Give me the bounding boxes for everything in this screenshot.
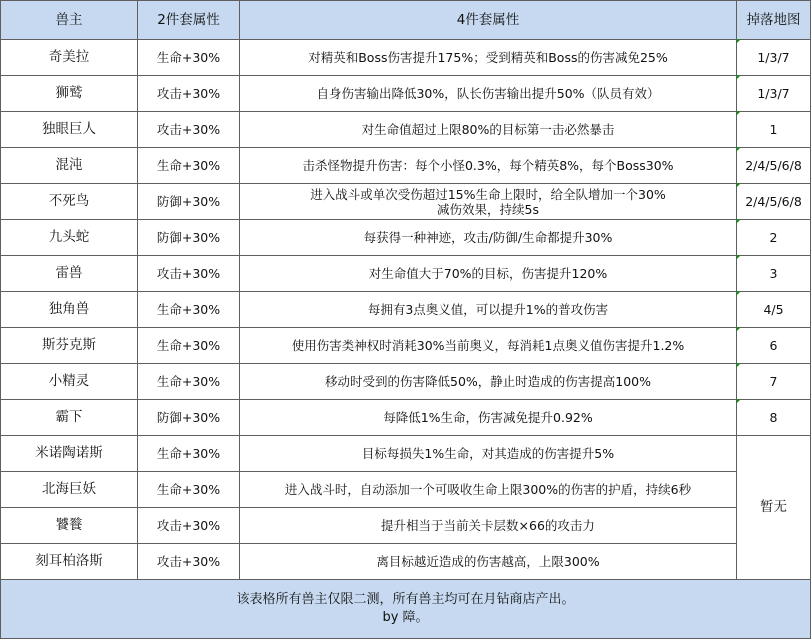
two-piece-bonus: 生命+30% xyxy=(138,364,240,400)
beast-name: 狮鹫 xyxy=(1,76,138,112)
table-row xyxy=(1,148,811,184)
beast-name: 斯芬克斯 xyxy=(1,328,138,364)
beast-name: 雷兽 xyxy=(1,256,138,292)
four-piece-bonus: 离目标越近造成的伤害越高，上限300% xyxy=(240,544,737,580)
four-piece-bonus: 使用伤害类神权时消耗30%当前奥义，每消耗1点奥义值伤害提升1.2% xyxy=(240,328,737,364)
beast-name: 混沌 xyxy=(1,148,138,184)
drop-map: 6 xyxy=(769,338,778,353)
two-piece-bonus: 防御+30% xyxy=(138,184,240,220)
four-piece-bonus: 进入战斗或单次受伤超过15%生命上限时，给全队增加一个30%减伤效果，持续5s xyxy=(240,184,737,220)
two-piece-bonus: 生命+30% xyxy=(138,40,240,76)
drop-map-cell xyxy=(737,148,811,184)
table-row xyxy=(1,364,811,400)
four-piece-bonus: 进入战斗时，自动添加一个可吸收生命上限300%的伤害的护盾，持续6秒 xyxy=(240,472,737,508)
four-piece-bonus: 每降低1%生命，伤害减免提升0.92% xyxy=(240,400,737,436)
beast-name: 独眼巨人 xyxy=(1,112,138,148)
footer-author: by 障。 xyxy=(382,610,429,625)
drop-map-cell xyxy=(737,184,811,220)
drop-map: 2/4/5/6/8 xyxy=(745,194,802,209)
table-row xyxy=(1,256,811,292)
drop-map: 1 xyxy=(769,122,778,137)
drop-map-cell xyxy=(737,220,811,256)
table-row xyxy=(1,472,811,508)
beast-name: 九头蛇 xyxy=(1,220,138,256)
drop-map: 8 xyxy=(769,410,778,425)
cell-comment-marker xyxy=(736,183,741,188)
drop-map: 1/3/7 xyxy=(757,50,790,65)
two-piece-bonus: 生命+30% xyxy=(138,436,240,472)
header-drop-map: 掉落地图 xyxy=(737,1,811,40)
two-piece-bonus: 生命+30% xyxy=(138,328,240,364)
two-piece-bonus: 生命+30% xyxy=(138,148,240,184)
drop-map: 3 xyxy=(769,266,778,281)
drop-map-cell xyxy=(737,328,811,364)
header-two-piece: 2件套属性 xyxy=(138,1,240,40)
cell-comment-marker xyxy=(736,291,741,296)
drop-map-cell xyxy=(737,112,811,148)
two-piece-bonus: 防御+30% xyxy=(138,220,240,256)
footer-row xyxy=(1,580,811,639)
four-piece-bonus: 对生命值大于70%的目标，伤害提升120% xyxy=(240,256,737,292)
cell-comment-marker xyxy=(736,75,741,80)
two-piece-bonus: 生命+30% xyxy=(138,292,240,328)
cell-comment-marker xyxy=(736,219,741,224)
footer-note-line: 该表格所有兽主仅限二测，所有兽主均可在月钻商店产出。 xyxy=(236,592,575,607)
two-piece-bonus: 攻击+30% xyxy=(138,112,240,148)
table-row xyxy=(1,76,811,112)
two-piece-bonus: 生命+30% xyxy=(138,472,240,508)
two-piece-bonus: 攻击+30% xyxy=(138,544,240,580)
beast-name: 霸下 xyxy=(1,400,138,436)
beast-name: 独角兽 xyxy=(1,292,138,328)
beast-name: 小精灵 xyxy=(1,364,138,400)
two-piece-bonus: 攻击+30% xyxy=(138,76,240,112)
header-four-piece: 4件套属性 xyxy=(240,1,737,40)
cell-comment-marker xyxy=(736,327,741,332)
four-piece-bonus: 每获得一种神迹，攻击/防御/生命都提升30% xyxy=(240,220,737,256)
beast-name: 饕餮 xyxy=(1,508,138,544)
table-row xyxy=(1,436,811,472)
drop-map-cell xyxy=(737,256,811,292)
four-piece-bonus: 自身伤害输出降低30%，队长伤害输出提升50%（队员有效） xyxy=(240,76,737,112)
table-row xyxy=(1,328,811,364)
header-row xyxy=(1,1,811,40)
beast-name: 刻耳柏洛斯 xyxy=(1,544,138,580)
drop-map-cell xyxy=(737,40,811,76)
cell-comment-marker xyxy=(736,39,741,44)
table-row xyxy=(1,400,811,436)
drop-map: 2 xyxy=(769,230,778,245)
table-row xyxy=(1,184,811,220)
header-name: 兽主 xyxy=(1,1,138,40)
drop-map: 7 xyxy=(769,374,778,389)
two-piece-bonus: 攻击+30% xyxy=(138,508,240,544)
drop-map: 1/3/7 xyxy=(757,86,790,101)
cell-comment-marker xyxy=(736,399,741,404)
four-piece-bonus: 每拥有3点奥义值，可以提升1%的普攻伤害 xyxy=(240,292,737,328)
table-row xyxy=(1,508,811,544)
four-piece-bonus: 提升相当于当前关卡层数×66的攻击力 xyxy=(240,508,737,544)
drop-map-cell xyxy=(737,76,811,112)
drop-map-cell xyxy=(737,400,811,436)
drop-map-cell xyxy=(737,364,811,400)
two-piece-bonus: 防御+30% xyxy=(138,400,240,436)
four-piece-bonus: 移动时受到的伤害降低50%，静止时造成的伤害提高100% xyxy=(240,364,737,400)
table-row xyxy=(1,220,811,256)
two-piece-bonus: 攻击+30% xyxy=(138,256,240,292)
four-piece-bonus: 对精英和Boss伤害提升175%；受到精英和Boss的伤害减免25% xyxy=(240,40,737,76)
four-piece-bonus: 击杀怪物提升伤害：每个小怪0.3%，每个精英8%，每个Boss30% xyxy=(240,148,737,184)
table-row xyxy=(1,112,811,148)
beast-name: 北海巨妖 xyxy=(1,472,138,508)
table-row xyxy=(1,40,811,76)
cell-comment-marker xyxy=(736,147,741,152)
footer-note xyxy=(1,580,811,639)
four-piece-bonus: 目标每损失1%生命，对其造成的伤害提升5% xyxy=(240,436,737,472)
cell-comment-marker xyxy=(736,255,741,260)
drop-map-cell xyxy=(737,292,811,328)
table-row xyxy=(1,292,811,328)
drop-map: 4/5 xyxy=(763,302,784,317)
beast-name: 奇美拉 xyxy=(1,40,138,76)
drop-map-merged: 暂无 xyxy=(737,436,811,580)
four-piece-bonus: 对生命值超过上限80%的目标第一击必然暴击 xyxy=(240,112,737,148)
beast-name: 米诺陶诺斯 xyxy=(1,436,138,472)
drop-map: 2/4/5/6/8 xyxy=(745,158,802,173)
beast-name: 不死鸟 xyxy=(1,184,138,220)
cell-comment-marker xyxy=(736,111,741,116)
cell-comment-marker xyxy=(736,363,741,368)
table-row xyxy=(1,544,811,580)
